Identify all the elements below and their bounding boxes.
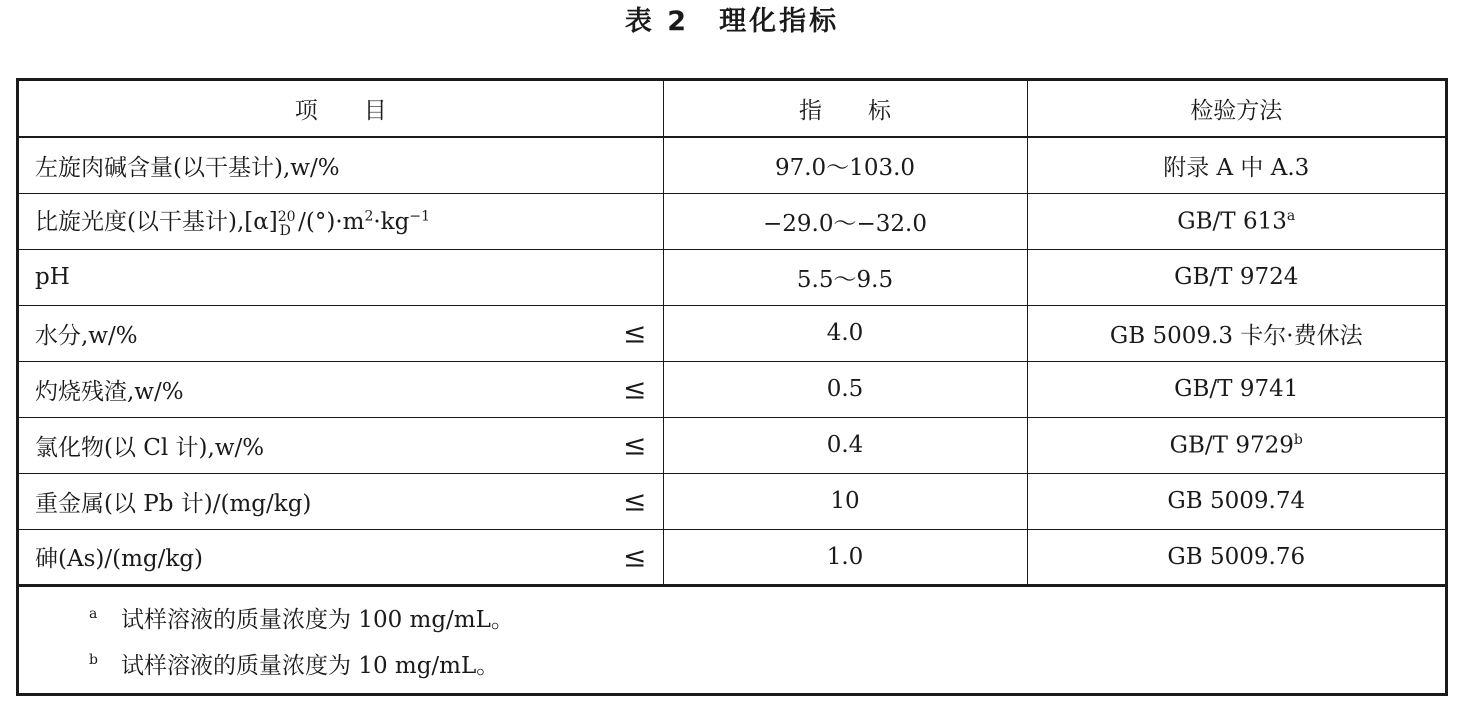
table-row <box>19 529 1445 585</box>
item-superscript-3: −1 <box>409 208 430 225</box>
less-equal-sign: ≤ <box>623 372 647 406</box>
row-method <box>1027 193 1445 249</box>
less-equal-sign: ≤ <box>623 316 647 350</box>
table-row <box>19 249 1445 305</box>
table-row <box>19 137 1445 193</box>
row-method: GB/T 9741 <box>1027 361 1445 417</box>
table-number: 表 2 <box>624 6 690 37</box>
spec-table-frame <box>16 78 1448 696</box>
table-title <box>0 4 1464 40</box>
item-text: 比旋光度(以干基计),[α] <box>35 209 278 236</box>
row-method: GB 5009.76 <box>1027 529 1445 585</box>
item-scripts <box>277 208 296 239</box>
row-item <box>19 305 663 361</box>
item-text: 水分,w/% <box>35 322 138 349</box>
row-value: 5.5～9.5 <box>663 249 1027 305</box>
header-value: 指 标 <box>663 81 1027 137</box>
method-text: GB/T 9729 <box>1169 432 1294 459</box>
row-method: GB 5009.3 卡尔·费休法 <box>1027 305 1445 361</box>
table-row <box>19 305 1445 361</box>
method-footnote-marker: a <box>1286 207 1296 224</box>
item-text: 灼烧残渣,w/% <box>35 378 184 405</box>
item-text-post-2: ·kg <box>373 209 410 236</box>
row-value: 0.4 <box>663 417 1027 473</box>
spec-table <box>19 81 1445 587</box>
table-row <box>19 361 1445 417</box>
item-subscript: D <box>279 222 291 239</box>
row-item <box>19 193 663 249</box>
item-superscript: 20 <box>277 208 296 225</box>
footnote-marker: a <box>89 606 98 622</box>
row-value: 0.5 <box>663 361 1027 417</box>
footnote <box>89 651 499 681</box>
row-method: 附录 A 中 A.3 <box>1027 137 1445 193</box>
row-value: 1.0 <box>663 529 1027 585</box>
item-superscript-2: 2 <box>364 208 374 225</box>
row-item <box>19 361 663 417</box>
row-value: 10 <box>663 473 1027 529</box>
table-row <box>19 473 1445 529</box>
row-item: pH <box>19 249 663 305</box>
row-item <box>19 473 663 529</box>
table-header-row <box>19 81 1445 137</box>
less-equal-sign: ≤ <box>623 484 647 518</box>
table-title-text: 理化指标 <box>719 6 840 37</box>
header-method: 检验方法 <box>1027 81 1445 137</box>
footnote <box>89 605 514 635</box>
row-method <box>1027 417 1445 473</box>
row-value: −29.0～−32.0 <box>663 193 1027 249</box>
footnote-text: 试样溶液的质量浓度为 10 mg/mL。 <box>121 653 500 679</box>
row-item <box>19 529 663 585</box>
footnote-text: 试样溶液的质量浓度为 100 mg/mL。 <box>121 607 514 633</box>
row-method: GB/T 9724 <box>1027 249 1445 305</box>
item-text: 氯化物(以 Cl 计),w/% <box>35 434 265 461</box>
less-equal-sign: ≤ <box>623 428 647 462</box>
row-value: 97.0～103.0 <box>663 137 1027 193</box>
item-text: 重金属(以 Pb 计)/(mg/kg) <box>35 490 312 517</box>
row-item: 左旋肉碱含量(以干基计),w/% <box>19 137 663 193</box>
footnote-marker: b <box>89 652 98 668</box>
item-text: 砷(As)/(mg/kg) <box>35 546 203 572</box>
item-text-post: /(°)·m <box>290 209 365 236</box>
method-footnote-marker: b <box>1293 431 1303 448</box>
method-text: GB/T 613 <box>1177 208 1287 235</box>
header-item: 项 目 <box>19 81 663 137</box>
table-row <box>19 417 1445 473</box>
less-equal-sign: ≤ <box>623 540 647 573</box>
row-value: 4.0 <box>663 305 1027 361</box>
row-method: GB 5009.74 <box>1027 473 1445 529</box>
row-item <box>19 417 663 473</box>
table-row <box>19 193 1445 249</box>
